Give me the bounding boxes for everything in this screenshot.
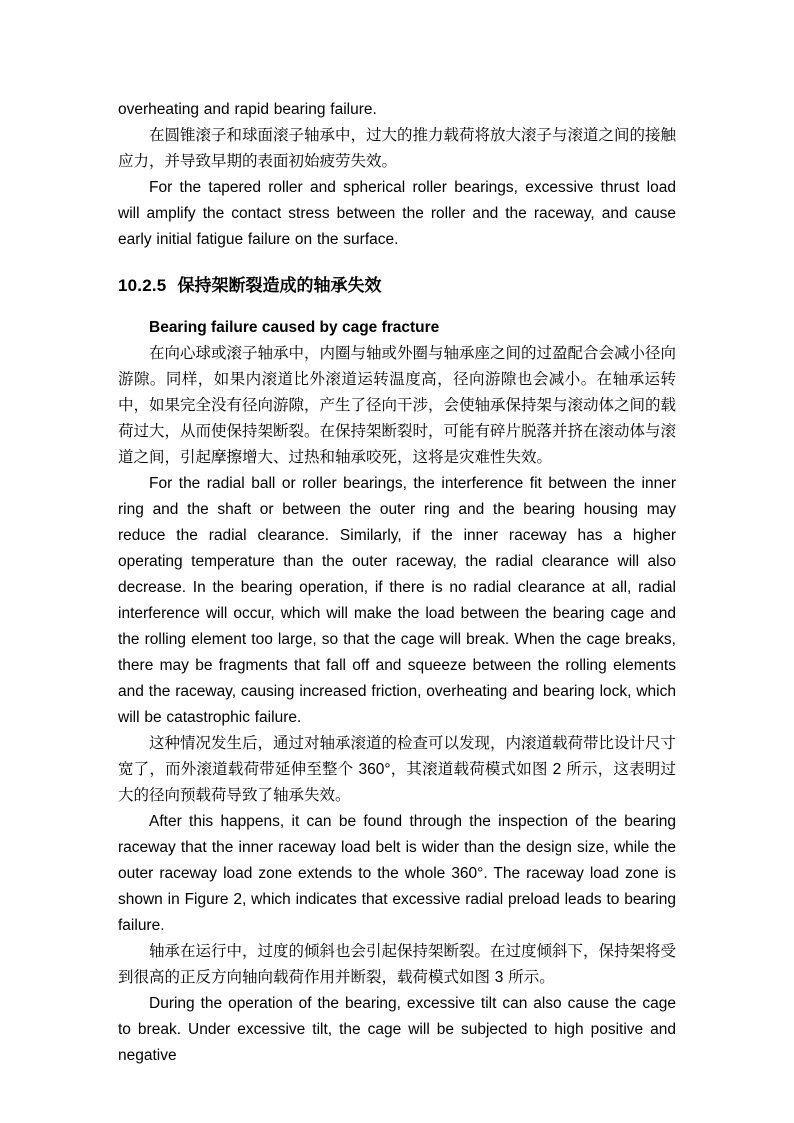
section-heading-number: 10.2.5	[118, 276, 167, 295]
paragraph-english: After this happens, it can be found through the inspection of the bearing raceway that the inner raceway load belt is wider than the design size, while the outer raceway load zone extends to the whole 360°. The raceway load zone is shown in Figure 2, which indicates that excessive radial preload leads to bearing failure.	[118, 813, 676, 934]
paragraph-chinese: 在向心球或滚子轴承中，内圈与轴或外圈与轴承座之间的过盈配合会减小径向游隙。同样，如果内滚道比外滚道运转温度高，径向游隙也会减小。在轴承运转中，如果完全没有径向游隙，产生了径向干涉，会使轴承保持架与滚动体之间的载荷过大，从而使保持架断裂。在保持架断裂时，可能有碎片脱落并挤在滚动体与滚道之间，引起摩擦增大、过热和轴承咬死，这将是灾难性失效。	[118, 345, 677, 466]
paragraph-chinese: 轴承在运行中，过度的倾斜也会引起保持架断裂。在过度倾斜下，保持架将受到很高的正反方向轴向载荷作用并断裂，载荷模式如图 3 所示。	[118, 943, 677, 986]
section-subheading-en: Bearing failure caused by cage fracture	[149, 319, 440, 336]
section-heading	[118, 273, 676, 299]
paragraph-english: For the tapered roller and spherical roller bearings, excessive thrust load will amplify the contact stress between the roller and the raceway, and cause early initial fatigue failure on the surface.	[118, 179, 676, 248]
paragraph-english: overheating and rapid bearing failure.	[118, 101, 377, 118]
section-heading-title: 保持架断裂造成的轴承失效	[177, 276, 382, 295]
document-content	[118, 97, 676, 1069]
paragraph-english: During the operation of the bearing, excessive tilt can also cause the cage to break. Under excessive tilt, the cage will be subjected to high positive and negative	[118, 995, 676, 1064]
paragraph-english: For the radial ball or roller bearings, the interference fit between the inner ring and the shaft or between the outer ring and the bearing housing may reduce the radial clearance. Similarly, if the inner raceway has a higher operating temperature than the outer raceway, the radial clearance will also decrease. In the bearing operation, if there is no radial clearance at all, radial interference will occur, which will make the load between the bearing cage and the rolling element too large, so that the cage will break. When the cage breaks, there may be fragments that fall off and squeeze between the rolling elements and the raceway, causing increased friction, overheating and bearing lock, which will be catastrophic failure.	[118, 475, 676, 726]
paragraph-chinese: 在圆锥滚子和球面滚子轴承中，过大的推力载荷将放大滚子与滚道之间的接触应力，并导致早期的表面初始疲劳失效。	[118, 127, 677, 170]
paragraph-chinese: 这种情况发生后，通过对轴承滚道的检查可以发现，内滚道载荷带比设计尺寸宽了，而外滚道载荷带延伸至整个 360°，其滚道载荷模式如图 2 所示，这表明过大的径向预载荷导致了轴承失效。	[118, 735, 677, 804]
